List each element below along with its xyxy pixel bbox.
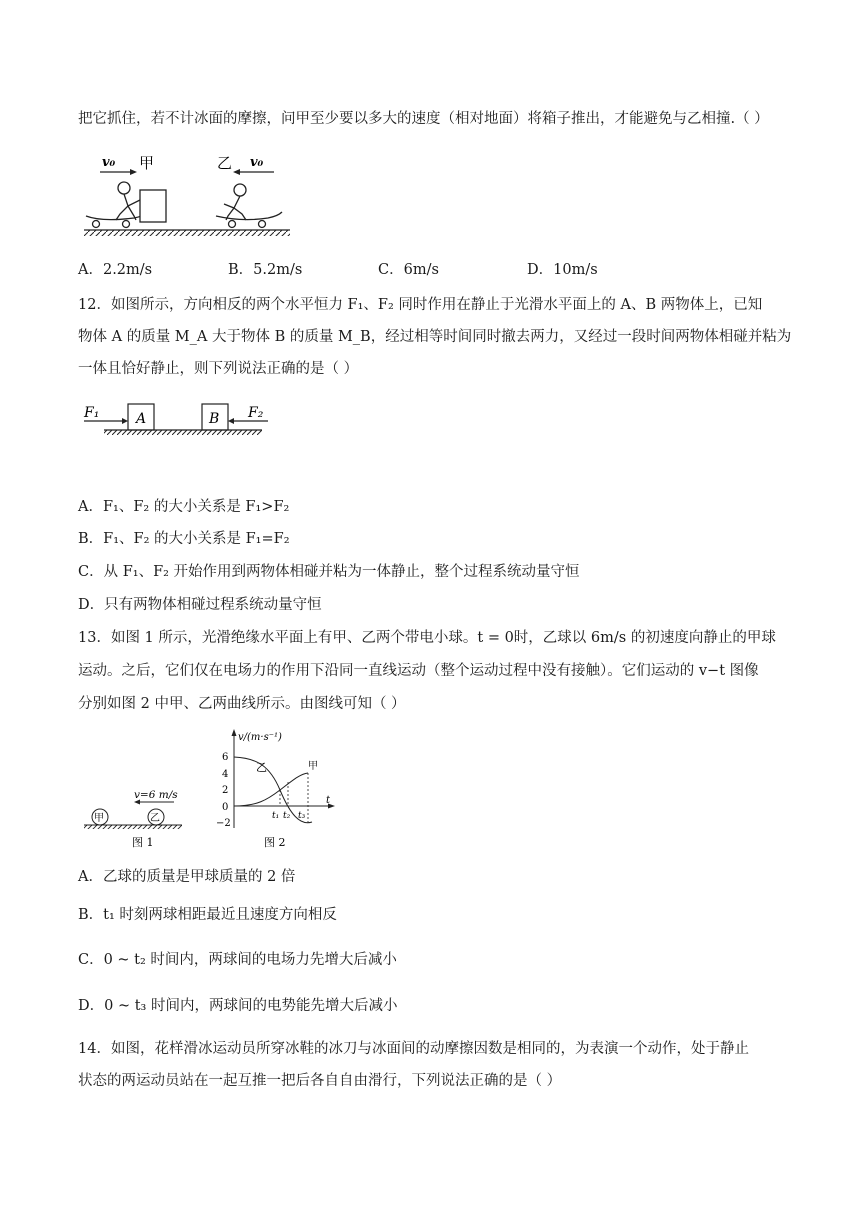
curve-yi-label: 乙: [256, 761, 267, 774]
ytick-neg2: −2: [216, 818, 231, 829]
fig2-ylabel: v/(m·s⁻¹): [238, 732, 282, 743]
q12-option-a[interactable]: A．F₁、F₂ 的大小关系是 F₁>F₂: [78, 499, 290, 515]
q13-option-c[interactable]: C．0 ~ t₂ 时间内，两球间的电场力先增大后减小: [78, 952, 397, 968]
t1-label: t₁: [272, 811, 280, 821]
ball-yi-label: 乙: [150, 813, 160, 824]
skater-yi: [216, 184, 282, 228]
ball-jia-label: 甲: [94, 813, 104, 824]
block-b-label: B: [209, 411, 220, 427]
t2-label: t₂: [283, 811, 291, 821]
jia-label: 甲: [139, 154, 155, 172]
q11-left-label: [100, 154, 154, 175]
v0-left-label: v₀: [102, 155, 116, 170]
f2-label: F₂: [248, 405, 264, 421]
q12-line3: 一体且恰好静止，则下列说法正确的是（ ）: [78, 361, 359, 377]
q13-option-a[interactable]: A．乙球的质量是甲球质量的 2 倍: [78, 869, 296, 885]
f1-label: F₁: [84, 405, 100, 421]
fig1-caption: 图 1: [132, 836, 154, 849]
v0-right-label: v₀: [250, 155, 264, 170]
q11-option-d[interactable]: D．10m/s: [527, 262, 598, 278]
q13-option-b[interactable]: B．t₁ 时刻两球相距最近且速度方向相反: [78, 907, 337, 923]
q13-figure-2: [212, 726, 342, 850]
block-a-label: A: [136, 411, 147, 427]
q14-line1: 14．如图，花样滑冰运动员所穿冰鞋的冰刀与冰面间的动摩擦因数是相同的，为表演一个动作，处于静止: [78, 1041, 749, 1057]
q11-right-label: [217, 154, 274, 175]
q13-line2: 运动。之后，它们仅在电场力的作用下沿同一直线运动（整个运动过程中没有接触）。它们运动的 v−t 图像: [78, 663, 759, 679]
q12-line2: 物体 A 的质量 M_A 大于物体 B 的质量 M_B，经过相等时间同时撤去两力，又经过一段时间两物体相碰并粘为: [78, 329, 792, 345]
ytick-0: 0: [222, 802, 229, 813]
q13-line3: 分别如图 2 中甲、乙两曲线所示。由图线可知（ ）: [78, 696, 406, 712]
q12-line1: 12．如图所示，方向相反的两个水平恒力 F₁、F₂ 同时作用在静止于光滑水平面上的 A、B 两物体上，已知: [78, 297, 763, 313]
q12-option-b[interactable]: B．F₁、F₂ 的大小关系是 F₁=F₂: [78, 531, 290, 547]
q11-option-a[interactable]: A．2.2m/s: [78, 262, 153, 278]
q12-option-d[interactable]: D．只有两物体相碰过程系统动量守恒: [78, 597, 322, 613]
q11-text: 把它抓住，若不计冰面的摩擦，问甲至少要以多大的速度（相对地面）将箱子推出，才能避免与乙相撞.（ ）: [78, 111, 769, 127]
fig2-xlabel: t: [326, 795, 331, 806]
fig2-caption: 图 2: [264, 836, 286, 849]
q11-figure: [82, 148, 292, 238]
q13-option-d[interactable]: D．0 ~ t₃ 时间内，两球间的电势能先增大后减小: [78, 998, 398, 1014]
q11-option-b[interactable]: B．5.2m/s: [228, 262, 303, 278]
ytick-2: 2: [222, 785, 229, 796]
q12-figure: [82, 400, 272, 440]
q14-line2: 状态的两运动员站在一起互推一把后各自自由滑行，下列说法正确的是（ ）: [78, 1073, 562, 1089]
q13-line1: 13．如图 1 所示，光滑绝缘水平面上有甲、乙两个带电小球。t = 0时，乙球以 6m/s 的初速度向静止的甲球: [78, 630, 776, 646]
q12-option-c[interactable]: C．从 F₁、F₂ 开始作用到两物体相碰并粘为一体静止，整个过程系统动量守恒: [78, 564, 580, 580]
q13-figure-1: [82, 780, 192, 850]
q11-option-c[interactable]: C．6m/s: [378, 262, 439, 278]
box: [140, 190, 166, 222]
ytick-6: 6: [222, 752, 229, 763]
ytick-4: 4: [222, 769, 229, 780]
fig2-yticks: [216, 752, 231, 829]
curve-jia-label: 甲: [308, 761, 318, 772]
q11-options: [78, 258, 778, 278]
curve-jia: [234, 773, 308, 806]
velocity-label: v=6 m/s: [134, 789, 178, 801]
yi-label: 乙: [217, 154, 233, 172]
t3-label: t₃: [298, 811, 306, 821]
